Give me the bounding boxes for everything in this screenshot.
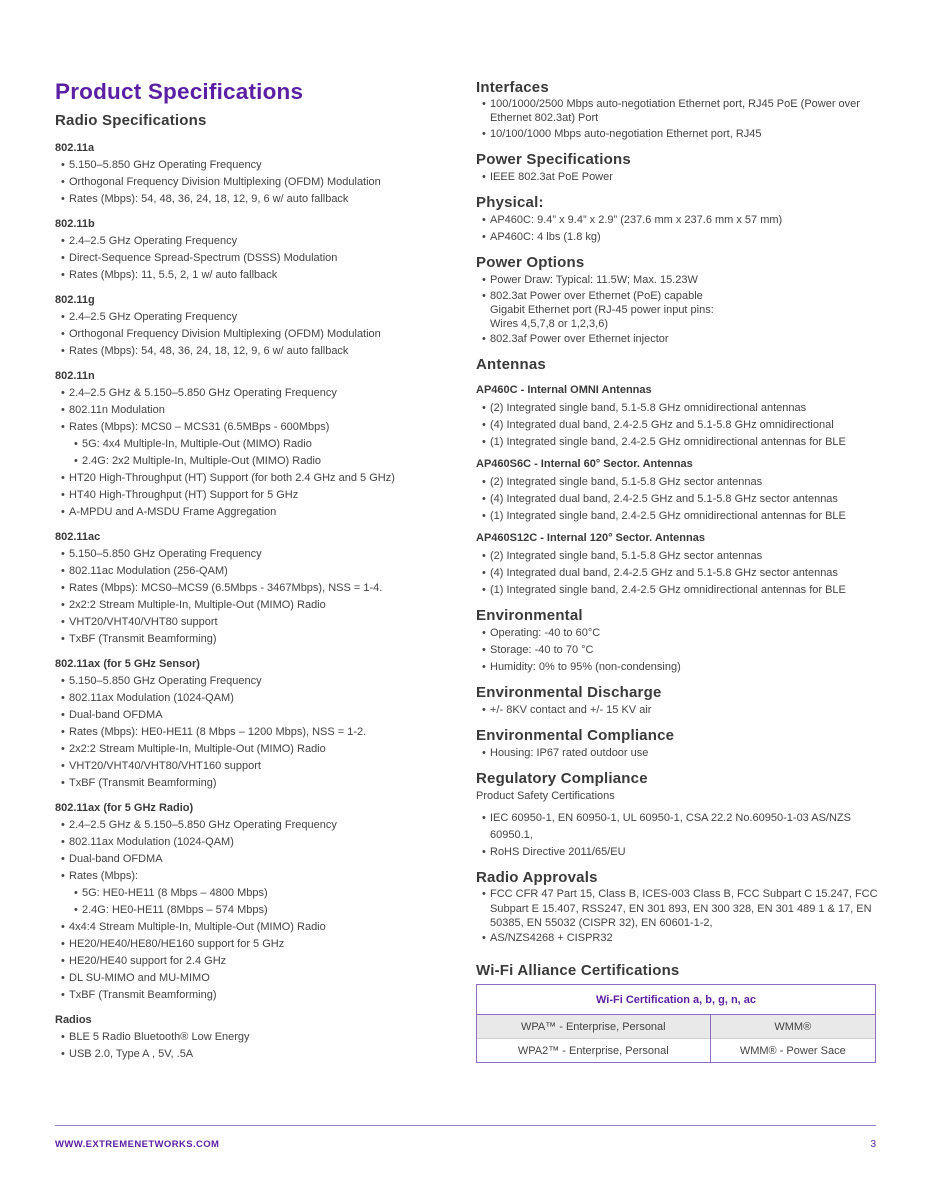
radio-section	[55, 800, 455, 1004]
footer-divider	[55, 1125, 876, 1126]
list-item: • IEC 60950-1, EN 60950-1, UL 60950-1, CSA 22.2 No.60950-1-03 AS/NZS 60950.1,	[476, 810, 881, 844]
section-subheading: 802.11ax (for 5 GHz Sensor)	[55, 658, 200, 670]
list-item: • AP460C: 4 lbs (1.8 kg)	[476, 229, 881, 246]
spec-section	[476, 355, 881, 599]
list-item: • DL SU-MIMO and MU-MIMO	[55, 970, 455, 987]
list-item: • TxBF (Transmit Beamforming)	[55, 775, 455, 792]
list-item: • 2.4G: 2x2 Multiple-In, Multiple-Out (MIMO) Radio	[55, 453, 455, 470]
list-item: • 2.4G: HE0-HE11 (8Mbps – 574 Mbps)	[55, 902, 455, 919]
list-item: • 2x2:2 Stream Multiple-In, Multiple-Out (MIMO) Radio	[55, 597, 455, 614]
right-column	[476, 78, 881, 1063]
section-heading: Physical:	[476, 193, 544, 211]
list-item: • HE20/HE40/HE80/HE160 support for 5 GHz	[55, 936, 455, 953]
table-cell: WPA2™ - Enterprise, Personal	[477, 1039, 711, 1063]
section-heading: Environmental Discharge	[476, 684, 662, 702]
section-heading: Power Specifications	[476, 150, 631, 168]
list-item: • (1) Integrated single band, 2.4-2.5 GHz omnidirectional antennas for BLE	[476, 434, 881, 451]
list-item: • BLE 5 Radio Bluetooth® Low Energy	[55, 1029, 455, 1046]
list-item: • Orthogonal Frequency Division Multiplexing (OFDM) Modulation	[55, 326, 455, 343]
list-item: • Rates (Mbps): MCS0 – MCS31 (6.5MBps - 600Mbps)	[55, 419, 455, 436]
spec-section	[476, 868, 881, 947]
list-item: • Rates (Mbps):	[55, 868, 455, 885]
list-item: • (4) Integrated dual band, 2.4-2.5 GHz and 5.1-5.8 GHz sector antennas	[476, 491, 881, 508]
bullet-list	[55, 817, 455, 1004]
radio-specifications-heading: Radio Specifications	[55, 112, 207, 129]
bullet-list	[476, 400, 881, 451]
list-item: • 802.3af Power over Ethernet injector	[476, 331, 881, 348]
bullet-list	[476, 745, 881, 762]
table-cell: WPA™ - Enterprise, Personal	[477, 1015, 711, 1039]
section-heading: Regulatory Compliance	[476, 770, 648, 788]
list-item: • TxBF (Transmit Beamforming)	[55, 631, 455, 648]
section-heading: Power Options	[476, 253, 585, 271]
radio-section	[55, 368, 455, 521]
list-item: • 802.11ax Modulation (1024-QAM)	[55, 834, 455, 851]
section-heading: Antennas	[476, 356, 546, 374]
list-item: • 2.4–2.5 GHz & 5.150–5.850 GHz Operating Frequency	[55, 817, 455, 834]
list-item: • (2) Integrated single band, 5.1-5.8 GHz sector antennas	[476, 474, 881, 491]
section-heading: Interfaces	[476, 79, 549, 96]
footer-url[interactable]: WWW.EXTREMENETWORKS.COM	[55, 1139, 220, 1150]
list-item: • HE20/HE40 support for 2.4 GHz	[55, 953, 455, 970]
list-item: • 5.150–5.850 GHz Operating Frequency	[55, 673, 455, 690]
radio-specifications	[55, 140, 455, 1063]
list-item: • HT40 High-Throughput (HT) Support for 5 GHz	[55, 487, 455, 504]
list-item: • IEEE 802.3at PoE Power	[476, 169, 881, 186]
table-cell: WMM®	[710, 1015, 875, 1039]
list-item: • Operating: -40 to 60°C	[476, 625, 881, 642]
bullet-list	[476, 625, 881, 676]
bullet-list	[476, 702, 881, 719]
bullet-list	[55, 385, 455, 521]
list-item: • (1) Integrated single band, 2.4-2.5 GHz omnidirectional antennas for BLE	[476, 582, 881, 599]
bullet-list	[476, 212, 881, 246]
page-title: Product Specifications	[55, 79, 304, 104]
list-item: • AP460C: 9.4” x 9.4” x 2.9” (237.6 mm x 237.6 mm x 57 mm)	[476, 212, 881, 229]
list-item: • AS/NZS4268 + CISPR32	[476, 930, 881, 947]
section-subheading: AP460S6C - Internal 60° Sector. Antennas	[476, 458, 693, 471]
spec-sections	[476, 78, 881, 947]
bullet-list	[55, 1029, 455, 1063]
list-item: • (2) Integrated single band, 5.1-5.8 GHz sector antennas	[476, 548, 881, 565]
list-item: • Storage: -40 to 70 °C	[476, 642, 881, 659]
wifi-certifications	[476, 961, 881, 1063]
section-subheading: Radios	[55, 1014, 92, 1026]
bullet-list	[476, 887, 881, 947]
bullet-list	[476, 810, 881, 861]
list-item: • VHT20/VHT40/VHT80/VHT160 support	[55, 758, 455, 775]
radio-section	[55, 292, 455, 360]
spec-section	[476, 606, 881, 676]
bullet-list	[55, 309, 455, 360]
list-item: • (1) Integrated single band, 2.4-2.5 GHz omnidirectional antennas for BLE	[476, 508, 881, 525]
table-cell: WMM® - Power Sace	[710, 1039, 875, 1063]
list-item: • 4x4:4 Stream Multiple-In, Multiple-Out (MIMO) Radio	[55, 919, 455, 936]
spec-section	[476, 193, 881, 246]
section-heading: Environmental	[476, 607, 583, 625]
bullet-list	[476, 474, 881, 525]
list-item: • TxBF (Transmit Beamforming)	[55, 987, 455, 1004]
radio-section	[55, 656, 455, 792]
list-item: • 100/1000/2500 Mbps auto-negotiation Ethernet port, RJ45 PoE (Power over Ethernet 802.3at) Port	[476, 97, 881, 126]
list-item: • 5G: 4x4 Multiple-In, Multiple-Out (MIMO) Radio	[55, 436, 455, 453]
spec-section	[476, 769, 881, 861]
list-item: • Rates (Mbps): 54, 48, 36, 24, 18, 12, 9, 6 w/ auto fallback	[55, 191, 455, 208]
list-item: • (2) Integrated single band, 5.1-5.8 GHz omnidirectional antennas	[476, 400, 881, 417]
list-item: • FCC CFR 47 Part 15, Class B, ICES-003 Class B, FCC Subpart C 15.247, FCC Subpart E 15.407, RSS247, EN 301 893, EN 300 328, EN 301 489 1 & 17, EN 50385, EN 55032 (CISPR 32), EN 60601-1-2,	[476, 887, 881, 930]
list-item: • 2.4–2.5 GHz Operating Frequency	[55, 233, 455, 250]
antenna-group	[476, 530, 881, 599]
antenna-group	[476, 456, 881, 525]
list-item: • +/- 8KV contact and +/- 15 KV air	[476, 702, 881, 719]
list-item: • 802.11ax Modulation (1024-QAM)	[55, 690, 455, 707]
list-item: • Rates (Mbps): 54, 48, 36, 24, 18, 12, 9, 6 w/ auto fallback	[55, 343, 455, 360]
list-item: • Rates (Mbps): MCS0–MCS9 (6.5Mbps - 3467Mbps), NSS = 1-4.	[55, 580, 455, 597]
wifi-certifications-heading: Wi-Fi Alliance Certifications	[476, 962, 680, 980]
section-subheading: 802.11a	[55, 142, 95, 154]
list-item: • RoHS Directive 2011/65/EU	[476, 844, 881, 861]
list-item: • 5G: HE0-HE11 (8 Mbps – 4800 Mbps)	[55, 885, 455, 902]
bullet-list	[476, 548, 881, 599]
section-heading: Environmental Compliance	[476, 727, 675, 745]
list-item: • 802.11n Modulation	[55, 402, 455, 419]
bullet-list	[55, 546, 455, 648]
radio-section	[55, 216, 455, 284]
section-subheading: 802.11ac	[55, 531, 101, 543]
section-subheading: 802.11g	[55, 294, 95, 306]
section-subheading: 802.11n	[55, 370, 95, 382]
list-item: • Rates (Mbps): HE0-HE11 (8 Mbps – 1200 Mbps), NSS = 1-2.	[55, 724, 455, 741]
wifi-table-header: Wi-Fi Certification a, b, g, n, ac	[477, 985, 876, 1015]
bullet-list	[476, 169, 881, 186]
list-item: • Orthogonal Frequency Division Multiplexing (OFDM) Modulation	[55, 174, 455, 191]
list-item: • 2x2:2 Stream Multiple-In, Multiple-Out (MIMO) Radio	[55, 741, 455, 758]
list-item: • A-MPDU and A-MSDU Frame Aggregation	[55, 504, 455, 521]
list-item: • VHT20/VHT40/VHT80 support	[55, 614, 455, 631]
spec-section	[476, 683, 881, 719]
list-item: • 802.3at Power over Ethernet (PoE) capable Gigabit Ethernet port (RJ-45 power input pins: Wires 4,5,7,8 or 1,2,3,6)	[476, 289, 881, 332]
section-heading: Radio Approvals	[476, 869, 598, 887]
list-item: • Humidity: 0% to 95% (non-condensing)	[476, 659, 881, 676]
radio-section	[55, 140, 455, 208]
left-column	[55, 78, 455, 1071]
spec-section	[476, 726, 881, 762]
list-item: • (4) Integrated dual band, 2.4-2.5 GHz and 5.1-5.8 GHz omnidirectional	[476, 417, 881, 434]
wifi-certification-table	[476, 984, 876, 1063]
bullet-list	[476, 272, 881, 349]
list-item: • Housing: IP67 rated outdoor use	[476, 745, 881, 762]
radio-section	[55, 529, 455, 648]
list-item: • (4) Integrated dual band, 2.4-2.5 GHz and 5.1-5.8 GHz sector antennas	[476, 565, 881, 582]
bullet-list	[55, 157, 455, 208]
section-subheading: AP460C - Internal OMNI Antennas	[476, 384, 652, 397]
list-item: • 5.150–5.850 GHz Operating Frequency	[55, 546, 455, 563]
bullet-list	[55, 673, 455, 792]
list-item: • Dual-band OFDMA	[55, 707, 455, 724]
bullet-list	[476, 97, 881, 143]
list-item: • 2.4–2.5 GHz Operating Frequency	[55, 309, 455, 326]
spec-section	[476, 78, 881, 143]
list-item: • Dual-band OFDMA	[55, 851, 455, 868]
spec-section	[476, 253, 881, 349]
section-intro: Product Safety Certifications	[476, 790, 615, 803]
list-item: • HT20 High-Throughput (HT) Support (for both 2.4 GHz and 5 GHz)	[55, 470, 455, 487]
section-subheading: 802.11b	[55, 218, 95, 230]
list-item: • 802.11ac Modulation (256-QAM)	[55, 563, 455, 580]
bullet-list	[55, 233, 455, 284]
spec-section	[476, 150, 881, 186]
page-number: 3	[870, 1139, 876, 1150]
list-item: • Power Draw: Typical: 11.5W; Max. 15.23W	[476, 272, 881, 289]
table-row	[477, 1015, 876, 1039]
section-subheading: AP460S12C - Internal 120° Sector. Antennas	[476, 532, 705, 545]
list-item: • 2.4–2.5 GHz & 5.150–5.850 GHz Operating Frequency	[55, 385, 455, 402]
list-item: • Rates (Mbps): 11, 5.5, 2, 1 w/ auto fallback	[55, 267, 455, 284]
antenna-group	[476, 382, 881, 451]
list-item: • 5.150–5.850 GHz Operating Frequency	[55, 157, 455, 174]
section-subheading: 802.11ax (for 5 GHz Radio)	[55, 802, 194, 814]
list-item: • Direct-Sequence Spread-Spectrum (DSSS) Modulation	[55, 250, 455, 267]
table-row	[477, 1039, 876, 1063]
list-item: • 10/100/1000 Mbps auto-negotiation Ethernet port, RJ45	[476, 126, 881, 143]
list-item: • USB 2.0, Type A , 5V, .5A	[55, 1046, 455, 1063]
radio-section	[55, 1012, 455, 1063]
